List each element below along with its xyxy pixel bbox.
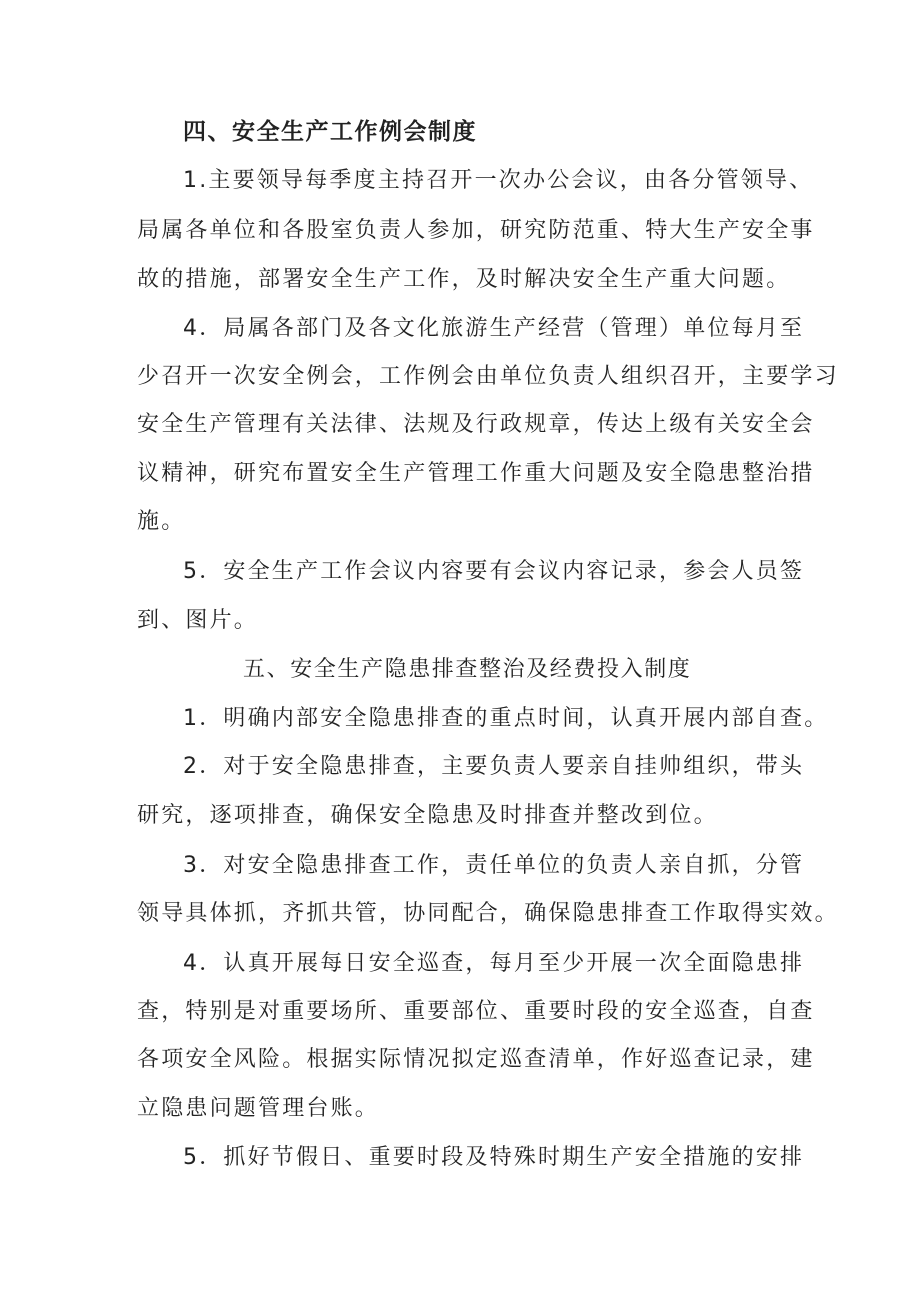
section-5-item-2-line-2: 研究，逐项排查，确保安全隐患及时排查并整改到位。 [137,803,718,828]
section-5-item-5-line-1: 5．抓好节假日、重要时段及特殊时期生产安全措施的安排 [183,1145,805,1170]
section-4-item-1-line-1: 1.主要领导每季度主持召开一次办公会议，由各分管领导、 [183,168,814,193]
section-5-item-3-line-1: 3．对安全隐患排查工作，责任单位的负责人亲自抓，分管 [183,853,805,878]
section-5-item-4-line-4: 立隐患问题管理台账。 [137,1096,380,1121]
section-4-item-4-line-2: 少召开一次安全例会，工作例会由单位负责人组织召开，主要学习 [137,364,839,389]
section-5-heading: 五、安全生产隐患排查整治及经费投入制度 [243,657,692,682]
section-4-item-4-line-4: 议精神，研究布置安全生产管理工作重大问题及安全隐患整治措 [137,461,815,486]
section-4-heading: 四、安全生产工作例会制度 [183,119,477,145]
section-5-item-4-line-3: 各项安全风险。根据实际情况拟定巡查清单，作好巡查记录，建 [137,1047,815,1072]
section-4-item-1-line-3: 故的措施，部署安全生产工作，及时解决安全生产重大问题。 [137,267,791,292]
section-4-item-5-line-1: 5．安全生产工作会议内容要有会议内容记录，参会人员签 [183,559,805,584]
section-4-item-5-line-2: 到、图片。 [137,608,259,633]
section-5-item-4-line-1: 4．认真开展每日安全巡查，每月至少开展一次全面隐患排 [183,951,805,976]
section-4-item-1-line-2: 局属各单位和各股室负责人参加，研究防范重、特大生产安全事 [137,218,815,243]
section-5-item-2-line-1: 2．对于安全隐患排查，主要负责人要亲自挂帅组织，带头 [183,754,805,779]
section-4-item-4-line-5: 施。 [137,509,186,534]
section-4-item-4-line-3: 安全生产管理有关法律、法规及行政规章，传达上级有关安全会 [137,412,815,437]
section-5-item-4-line-2: 查，特别是对重要场所、重要部位、重要时段的安全巡查，自查 [137,999,815,1024]
section-5-item-1-line-1: 1．明确内部安全隐患排查的重点时间，认真开展内部自查。 [183,706,829,731]
section-4-item-4-line-1: 4．局属各部门及各文化旅游生产经营（管理）单位每月至 [183,316,805,341]
section-5-item-3-line-2: 领导具体抓，齐抓共管，协同配合，确保隐患排查工作取得实效。 [137,901,839,926]
